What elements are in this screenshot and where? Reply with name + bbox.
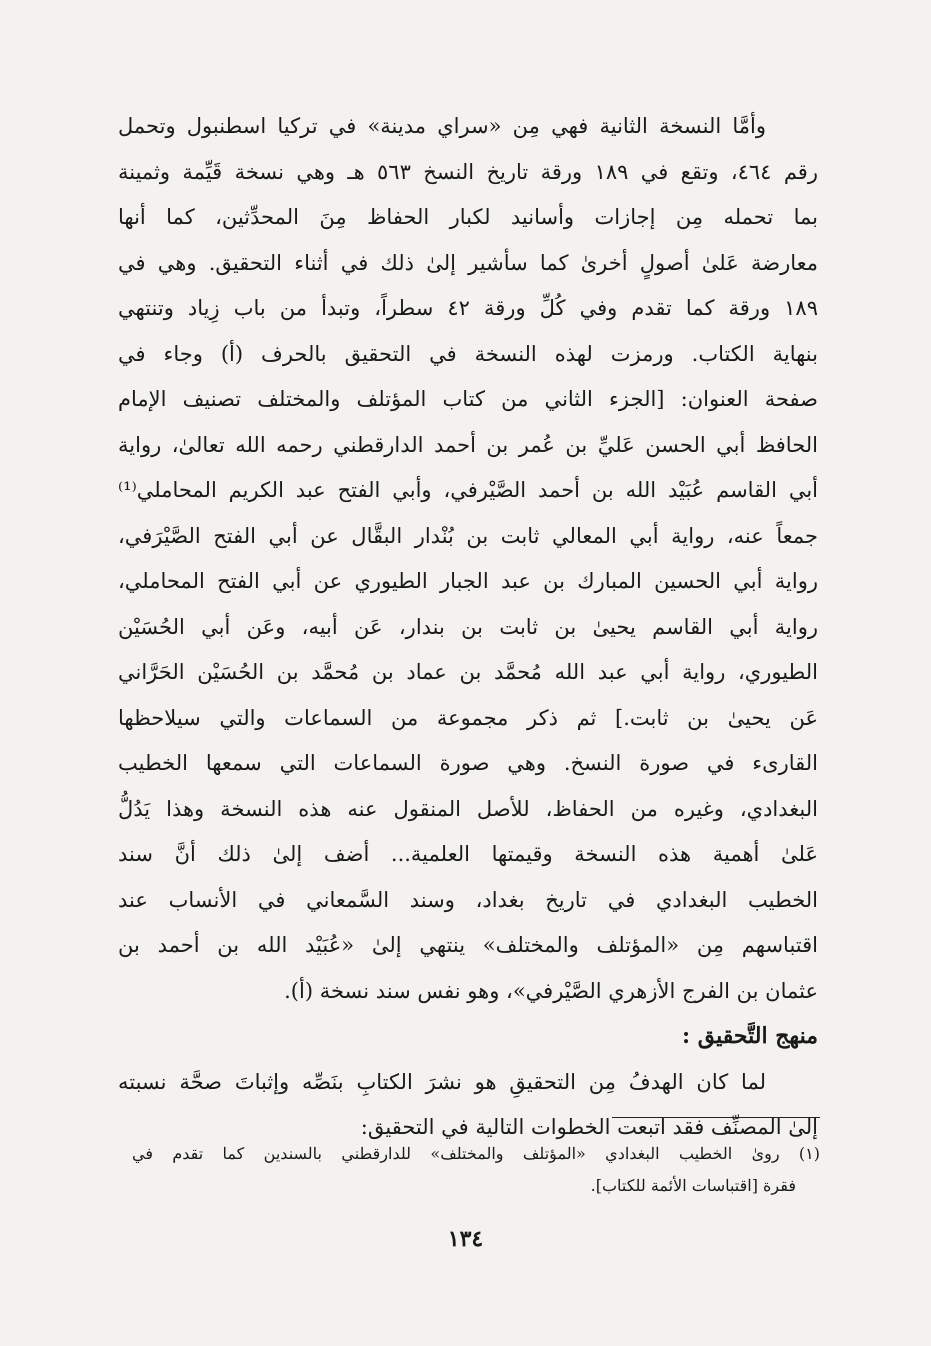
footnote-separator xyxy=(612,1117,820,1118)
footnote xyxy=(132,1138,820,1202)
text-line: رواية أبي القاسم يحيىٰ بن ثابت بن بندار، عَن أبيه، وعَن أبي الحُسَيْن xyxy=(118,614,818,639)
page-number: ١٣٤ xyxy=(447,1226,484,1252)
text-line: جمعاً عنه، رواية أبي المعالي ثابت بن بُنْدار البقَّال عن أبي الفتح الصَّيْرَفي، xyxy=(118,523,818,548)
text-line: عَلىٰ أهمية هذه النسخة وقيمتها العلمية... أضف إلىٰ ذلك أنَّ سند xyxy=(118,842,818,866)
text-line: رقم ٤٦٤، وتقع في ١٨٩ ورقة تاريخ النسخ ٥٦٣ هـ وهي نسخة قَيِّمة وثمينة xyxy=(118,159,818,184)
footnote-line: (١) روىٰ الخطيب البغدادي «المؤتلف والمختلف» للدارقطني بالسندين كما تقدم في xyxy=(132,1144,820,1163)
text-line: الطيوري، رواية أبي عبد الله مُحمَّد بن عماد بن مُحمَّد بن الحُسَيْن الحَرَّاني xyxy=(118,660,818,684)
text-line: البغدادي، وغيره من الحفاظ، للأصل المنقول عنه هذه النسخة وهذا يَدُلُّ xyxy=(118,796,818,821)
text-line: رواية أبي الحسين المبارك بن عبد الجبار الطيوري عن أبي الفتح المحاملي، xyxy=(118,569,818,593)
text-line: عَن يحيىٰ بن ثابت.] ثم ذكر مجموعة من السماعات والتي سيلاحظها xyxy=(118,705,818,730)
text-line: إلىٰ المصنِّف فقد اتبعت الخطوات التالية في التحقيق: xyxy=(360,1115,818,1139)
text-line: عثمان بن الفرج الأزهري الصَّيْرفي»، وهو نفس سند نسخة (أ). xyxy=(284,978,818,1003)
main-text xyxy=(118,104,818,1151)
text-line: وأمَّا النسخة الثانية فهي مِن «سراي مدينة» في تركيا اسطنبول وتحمل xyxy=(118,114,766,138)
text-line: اقتباسهم مِن «المؤتلف والمختلف» ينتهي إلىٰ «عُبَيْد الله بن أحمد بن xyxy=(118,933,818,957)
text-line: القارىء في صورة النسخ. وهي صورة السماعات التي سمعها الخطيب xyxy=(118,751,818,775)
footnote-line: فقرة [اقتباسات الأئمة للكتاب]. xyxy=(590,1176,796,1195)
text-line: معارضة عَلىٰ أصولٍ أخرىٰ كما سأشير إلىٰ ذلك في أثناء التحقيق. وهي في xyxy=(118,250,818,275)
section-heading: منهج التَّحقيق : xyxy=(682,1023,818,1049)
text-line: بما تحمله مِن إجازات وأسانيد لكبار الحفاظ مِنَ المحدِّثين، كما أنها xyxy=(118,205,818,229)
text-line: أبي القاسم عُبَيْد الله بن أحمد الصَّيْرفي، وأبي الفتح عبد الكريم المحاملي⁽¹⁾ xyxy=(118,478,818,502)
text-line: لما كان الهدفُ مِن التحقيقِ هو نشرَ الكتابِ بنَصِّه وإثباتَ صحَّة نسبته xyxy=(118,1069,766,1094)
text-line: صفحة العنوان: [الجزء الثاني من كتاب المؤتلف والمختلف تصنيف الإمام xyxy=(118,387,818,411)
text-line: ١٨٩ ورقة كما تقدم وفي كُلِّ ورقة ٤٢ سطراً، وتبدأ من باب زِياد وتنتهي xyxy=(118,296,818,320)
text-line: الحافظ أبي الحسن عَليِّ بن عُمر بن أحمد الدارقطني رحمه الله تعالىٰ، رواية xyxy=(118,432,818,457)
text-line: بنهاية الكتاب. ورمزت لهذه النسخة في التحقيق بالحرف (أ) وجاء في xyxy=(118,341,818,366)
text-line: الخطيب البغدادي في تاريخ بغداد، وسند السَّمعاني في الأنساب عند xyxy=(118,887,818,912)
